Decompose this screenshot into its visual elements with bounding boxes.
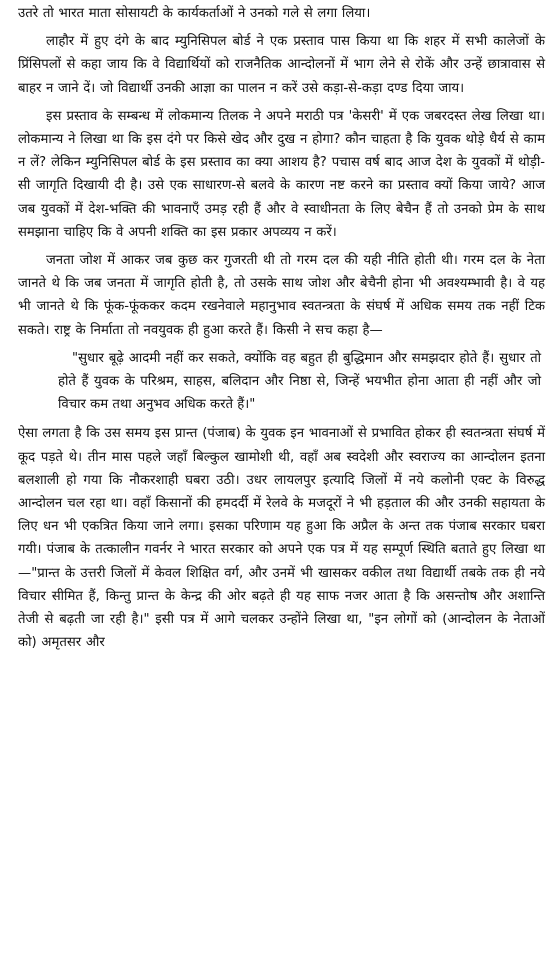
quote-block: "सुधार बूढ़े आदमी नहीं कर सकते, क्योंकि वह बहुत ही बुद्धिमान और समझदार होते हैं। सुधार तो होते हैं युवक के परिश्रम, साहस, बलिदान और निष्ठा से, जिन्हें भयभीत होना आता ही नहीं और जो विचार कम तथा अनुभव अधिक करते हैं।" [58, 350, 541, 413]
paragraph-opening: उतरे तो भारत माता सोसायटी के कार्यकर्ताओं ने उनको गले से लगा लिया। [18, 6, 371, 21]
paragraph-tilak-kesari: इस प्रस्ताव के सम्बन्ध में लोकमान्य तिलक ने अपने मराठी पत्र 'केसरी' में एक जबरदस्त लेख लिखा था। लोकमान्य ने लिखा था कि इस दंगे पर किसे खेद और दुख न होगा? कौन चाहता है कि युवक थोड़े धैर्य से काम न लें? लेकिन म्युनिसिपल बोर्ड के इस प्रस्ताव का क्या आशय है? पचास वर्ष बाद आज देश के युवकों में थोड़ी-सी जागृति दिखायी दी है। उसे एक साधारण-से बलवे के कारण नष्ट करने का प्रस्ताव क्यों किया जाये? आज जब युवकों में देश-भक्ति की भावनाएँ उमड़ रही हैं और वे स्वाधीनता के लिए बेचैन हैं तो उनको प्रेम के साथ समझाना चाहिए कि वे अपनी शक्ति का इस प्रकार अपव्यय न करें। [18, 108, 545, 240]
paragraph-municipal-board: लाहौर में हुए दंगे के बाद म्युनिसिपल बोर्ड ने एक प्रस्ताव पास किया था कि शहर में सभी कालेजों के प्रिंसिपलों से कहा जाय कि वे विद्यार्थियों को राजनैतिक आन्दोलनों में भाग लेने से रोकें और उन्हें छात्रावास से बाहर न जाने दें। जो विद्यार्थी उनकी आज्ञा का पालन न करें उसे कड़ा-से-कड़ा दण्ड दिया जाय। [18, 34, 545, 96]
paragraph-garam-dal: जनता जोश में आकर जब कुछ कर गुजरती थी तो गरम दल की यही नीति होती थी। गरम दल के नेता जानते थे कि जब जनता में जागृति होती है, तो उसके साथ जोश और बेचैनी होना भी अवश्यम्भावी है। वे यह भी जानते थे कि फूंक-फूंककर कदम रखनेवाले महानुभाव स्वतन्त्रता के संघर्ष में अधिक समय तक नहीं टिक सकते। राष्ट्र के निर्माता तो नवयुवक ही हुआ करते हैं। किसी ने सच कहा है— [18, 253, 545, 338]
paragraph-punjab: ऐसा लगता है कि उस समय इस प्रान्त (पंजाब) के युवक इन भावनाओं से प्रभावित होकर ही स्वतन्त्रता संघर्ष में कूद पड़ते थे। तीन मास पहले जहाँ बिल्कुल खामोशी थी, वहाँ अब स्वदेशी और स्वराज्य का आन्दोलन इतना बलशाली हो गया कि नौकरशाही घबरा उठी। उधर लायलपुर इत्यादि जिलों में नये कलोनी एक्ट के विरुद्ध आन्दोलन चल रहा था। वहाँ किसानों की हमदर्दी में रेलवे के मजदूरों ने भी हड़ताल की और उनकी सहायता के लिए धन भी एकत्रित किया जाने लगा। इसका परिणाम यह हुआ कि अप्रैल के अन्त तक पंजाब सरकार घबरा गयी। पंजाब के तत्कालीन गवर्नर ने भारत सरकार को अपने एक पत्र में यह सम्पूर्ण स्थिति बताते हुए लिखा था—"प्रान्त के उत्तरी जिलों में केवल शिक्षित वर्ग, और उनमें भी खासकर वकील तथा विद्यार्थी तबके तक ही नये विचार सीमित हैं, किन्तु प्रान्त के केन्द्र की ओर बढ़ते ही यह साफ नजर आता है कि असन्तोष और अशान्ति तेजी से बढ़ती जा रही है।" इसी पत्र में आगे चलकर उन्होंने लिखा था, "इन लोगों को (आन्दोलन के नेताओं को) अमृतसर और [18, 426, 545, 651]
